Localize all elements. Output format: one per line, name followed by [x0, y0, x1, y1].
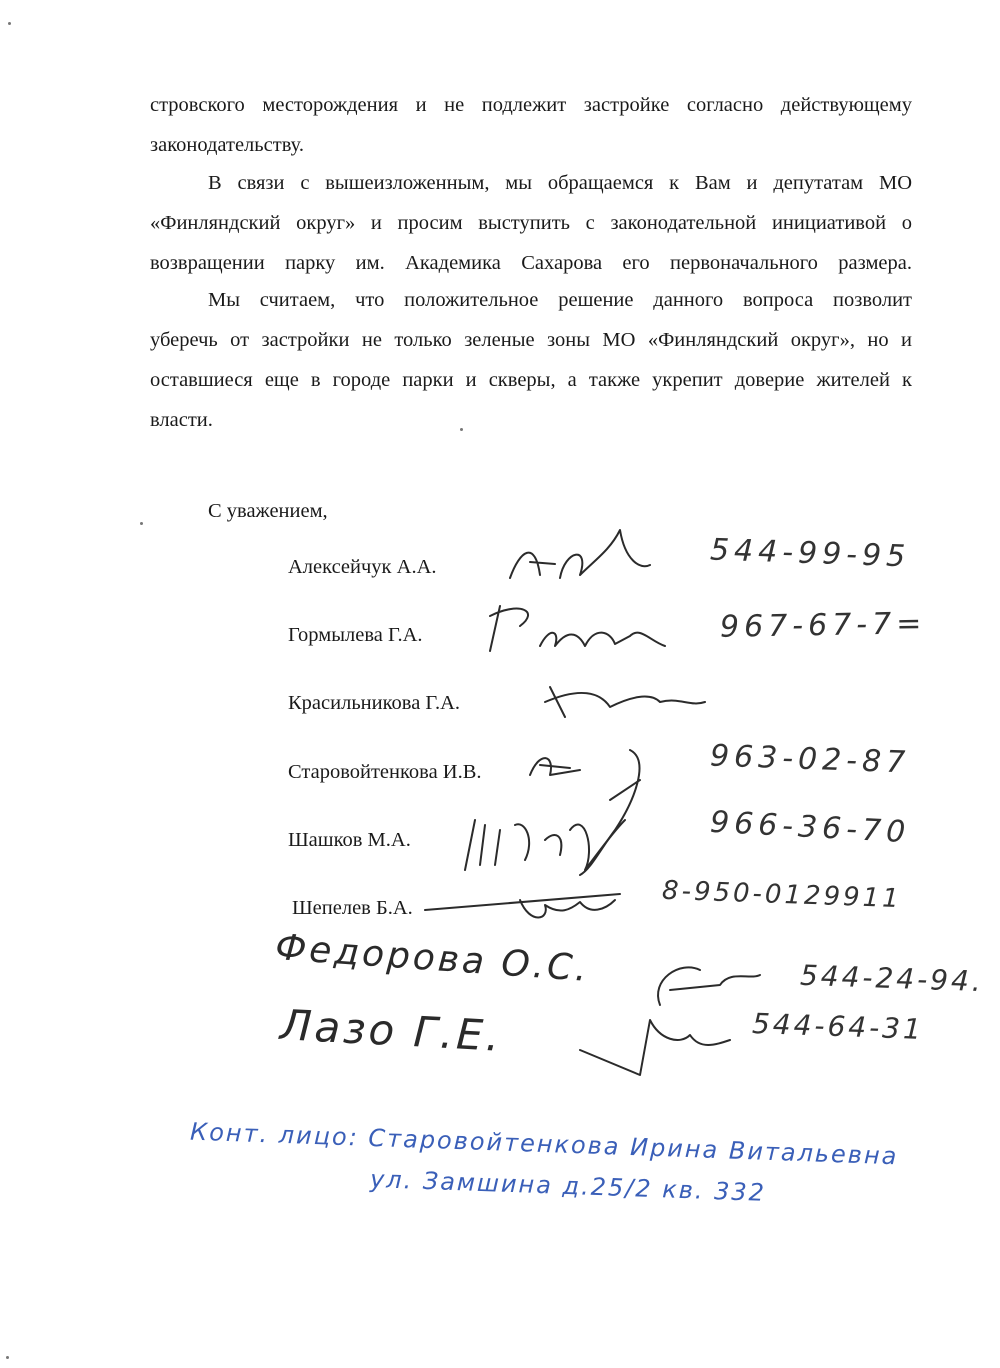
scan-speck [140, 522, 143, 525]
contact-address-note: ул. Замшина д.25/2 кв. 332 [369, 1165, 767, 1207]
text-line: Мы считаем, что положительное решение данного вопроса позволит [208, 289, 912, 311]
signatory-name: Старовойтенкова И.В. [288, 761, 482, 783]
signatory-phone: 544-99-95 [709, 532, 911, 575]
signatory-phone: 966-36-70 [709, 804, 912, 851]
text-line: уберечь от застройки не только зеленые зоны МО «Финляндский округ», но и [150, 329, 912, 351]
signatory-name: Шашков М.А. [288, 829, 411, 851]
signature-scribble [480, 596, 680, 666]
text-line: законодательству. [150, 134, 304, 156]
signatory-phone: 8-950-0129911 [661, 875, 903, 915]
signature-scribble [420, 880, 680, 940]
text-line: В связи с вышеизложенным, мы обращаемся к Вам и депутатам МО [208, 172, 912, 194]
handwritten-phone: 544-24-94. [799, 958, 985, 999]
scan-speck [460, 428, 463, 431]
handwritten-name: Федорова О.С. [273, 927, 592, 990]
text-line: «Финляндский округ» и просим выступить с законодательной инициативой о [150, 212, 912, 234]
signatory-phone: 967-67-7= [719, 606, 927, 645]
signatory-name: Гормылева Г.А. [288, 624, 423, 646]
closing-salutation: С уважением, [208, 500, 328, 522]
text-line: оставшиеся еще в городе парки и скверы, а также укрепит доверие жителей к [150, 369, 912, 391]
text-line: стровского месторождения и не подлежит застройке согласно действующему [150, 94, 912, 116]
signatory-name: Красильникова Г.А. [288, 692, 461, 714]
signatory-name: Шепелев Б.А. [292, 897, 413, 919]
signature-scribble [500, 520, 660, 590]
contact-person-note: Конт. лицо: Старовойтенкова Ирина Витальевна [189, 1117, 899, 1171]
text-line: власти. [150, 409, 213, 431]
handwritten-name: Лазо Г.Е. [278, 1000, 504, 1061]
scan-speck [8, 22, 11, 25]
signature-scribble [455, 790, 645, 880]
signatory-phone: 963-02-87 [709, 738, 911, 781]
signature-scribble [540, 672, 710, 732]
signature-scribble [570, 1010, 740, 1090]
signatory-name: Алексейчук А.А. [288, 556, 437, 578]
scan-speck [6, 1356, 9, 1359]
text-line: возвращении парку им. Академика Сахарова его первоначального размера. [150, 252, 912, 274]
handwritten-phone: 544-64-31 [751, 1007, 925, 1046]
